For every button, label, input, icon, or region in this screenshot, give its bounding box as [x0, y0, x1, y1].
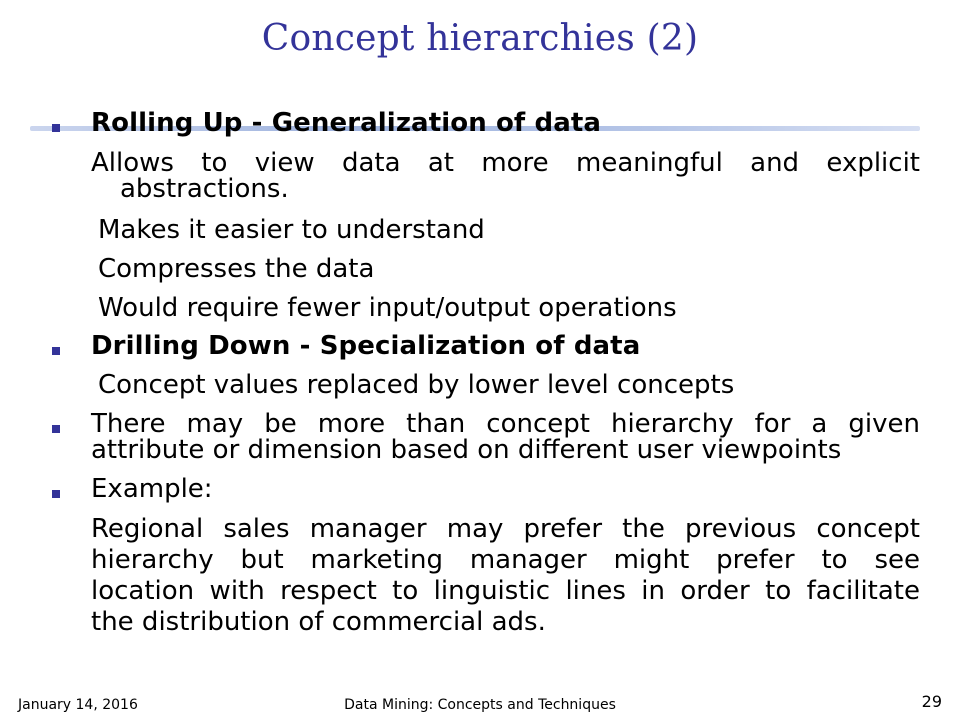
rolling-up-point-1: Makes it easier to understand — [98, 215, 485, 245]
rolling-up-description-line-1: Allows to view data at more meaningful and explicit — [91, 148, 920, 178]
bullet-icon — [52, 124, 60, 132]
footer-date: January 14, 2016 — [18, 697, 138, 713]
section-heading-drilling-down: Drilling Down - Specialization of data — [91, 331, 641, 361]
example-line-1: Regional sales manager may prefer the previous concept — [91, 514, 920, 544]
example-line-4: the distribution of commercial ads. — [91, 607, 546, 637]
hierarchy-bullet-line-1: There may be more than concept hierarchy for a given — [91, 409, 920, 439]
example-line-3: location with respect to linguistic lines in order to facilitate — [91, 576, 920, 606]
example-line-2: hierarchy but marketing manager might prefer to see — [91, 545, 920, 575]
rolling-up-point-2: Compresses the data — [98, 254, 375, 284]
section-heading-rolling-up: Rolling Up - Generalization of data — [91, 108, 602, 138]
footer-course-title: Data Mining: Concepts and Techniques — [344, 697, 616, 713]
rolling-up-description-line-2: abstractions. — [120, 174, 289, 204]
bullet-icon — [52, 347, 60, 355]
drilling-down-description: Concept values replaced by lower level concepts — [98, 370, 735, 400]
slide-title: Concept hierarchies (2) — [261, 18, 699, 59]
rolling-up-point-3: Would require fewer input/output operations — [98, 293, 677, 323]
example-heading: Example: — [91, 474, 213, 504]
hierarchy-bullet-line-2: attribute or dimension based on different user viewpoints — [91, 435, 842, 465]
bullet-icon — [52, 490, 60, 498]
page-number: 29 — [921, 692, 942, 711]
bullet-icon — [52, 425, 60, 433]
